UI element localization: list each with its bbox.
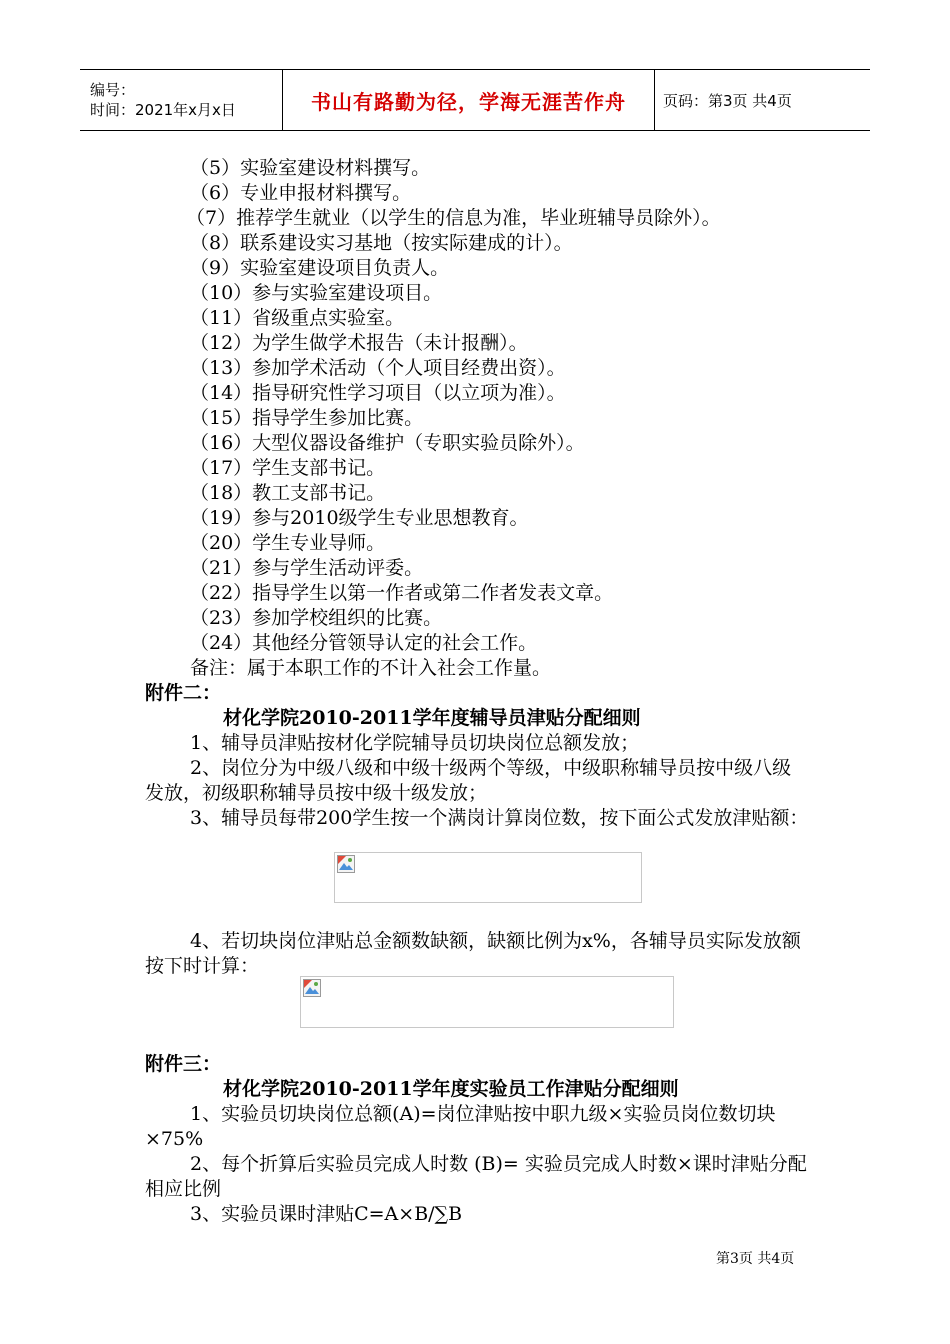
- header-page-info: [655, 70, 870, 130]
- list-item: （13）参加学术活动（个人项目经费出资）。: [190, 357, 566, 379]
- annex3-title: 材化学院2010-2011学年度实验员工作津贴分配细则: [223, 1078, 679, 1100]
- annex2-paragraph-2: 2、岗位分为中级八级和中级十级两个等级，中级职称辅导员按中级八级发放，初级职称辅导员按中级十级发放；: [145, 757, 792, 804]
- list-item: （17）学生支部书记。: [190, 457, 386, 479]
- list-item: （6）专业申报材料撰写。: [190, 182, 412, 204]
- list-item: （18）教工支部书记。: [190, 482, 386, 504]
- list-item: （19）参与2010级学生专业思想教育。: [190, 507, 529, 529]
- header-motto-text: 书山有路勤为径，学海无涯苦作舟: [311, 89, 626, 114]
- page-header: [80, 69, 870, 131]
- list-item: （23）参加学校组织的比赛。: [190, 607, 443, 629]
- list-item: （11）省级重点实验室。: [190, 307, 405, 329]
- list-item: （20）学生专业导师。: [190, 532, 386, 554]
- list-item: （21）参与学生活动评委。: [190, 557, 424, 579]
- list-item: （7）推荐学生就业（以学生的信息为准，毕业班辅导员除外）。: [186, 207, 721, 229]
- annex3-paragraph-2: 2、每个折算后实验员完成人时数 (B)= 实验员完成人时数×课时津贴分配相应比例: [145, 1153, 807, 1200]
- list-item: （16）大型仪器设备维护（专职实验员除外）。: [190, 432, 585, 454]
- list-item: （8）联系建设实习基地（按实际建成的计）。: [190, 232, 573, 254]
- list-item: （15）指导学生参加比赛。: [190, 407, 424, 429]
- header-meta: [80, 70, 282, 130]
- list-item: （5）实验室建设材料撰写。: [190, 157, 431, 179]
- annex2-paragraph-3: 3、辅导员每带200学生按一个满岗计算岗位数，按下面公式发放津贴额：: [190, 807, 809, 829]
- list-item: （10）参与实验室建设项目。: [190, 282, 443, 304]
- formula-image-placeholder: [334, 852, 642, 903]
- broken-image-icon: [303, 979, 321, 997]
- formula-image-placeholder: [300, 976, 674, 1028]
- broken-image-icon: [337, 855, 355, 873]
- page-footer: 第3页 共4页: [716, 1251, 795, 1267]
- list-item: （12）为学生做学术报告（未计报酬）。: [190, 332, 528, 354]
- note-text: 备注：属于本职工作的不计入社会工作量。: [190, 657, 552, 679]
- header-number-label: 编号：: [90, 81, 136, 99]
- header-motto: [282, 70, 655, 130]
- annex3-paragraph-3: 3、实验员课时津贴C=A×B/∑B: [190, 1203, 463, 1225]
- header-page-label: 页码：第3页 共4页: [663, 91, 792, 110]
- annex2-paragraph-1: 1、辅导员津贴按材化学院辅导员切块岗位总额发放；: [190, 732, 640, 754]
- list-item: （22）指导学生以第一作者或第二作者发表文章。: [190, 582, 614, 604]
- annex3-heading: 附件三：: [145, 1053, 222, 1075]
- list-item: （14）指导研究性学习项目（以立项为准）。: [190, 382, 566, 404]
- list-item: （24）其他经分管领导认定的社会工作。: [190, 632, 538, 654]
- list-item: （9）实验室建设项目负责人。: [190, 257, 450, 279]
- annex2-paragraph-4: 4、若切块岗位津贴总金额数缺额，缺额比例为x%，各辅导员实际发放额按下时计算：: [145, 930, 801, 977]
- annex2-title: 材化学院2010-2011学年度辅导员津贴分配细则: [223, 707, 641, 729]
- annex2-heading: 附件二：: [145, 682, 222, 704]
- annex3-paragraph-1: 1、实验员切块岗位总额(A)=岗位津贴按中职九级×实验员岗位数切块×75%: [145, 1103, 776, 1150]
- header-time-label: 时间：2021年x月x日: [90, 101, 236, 119]
